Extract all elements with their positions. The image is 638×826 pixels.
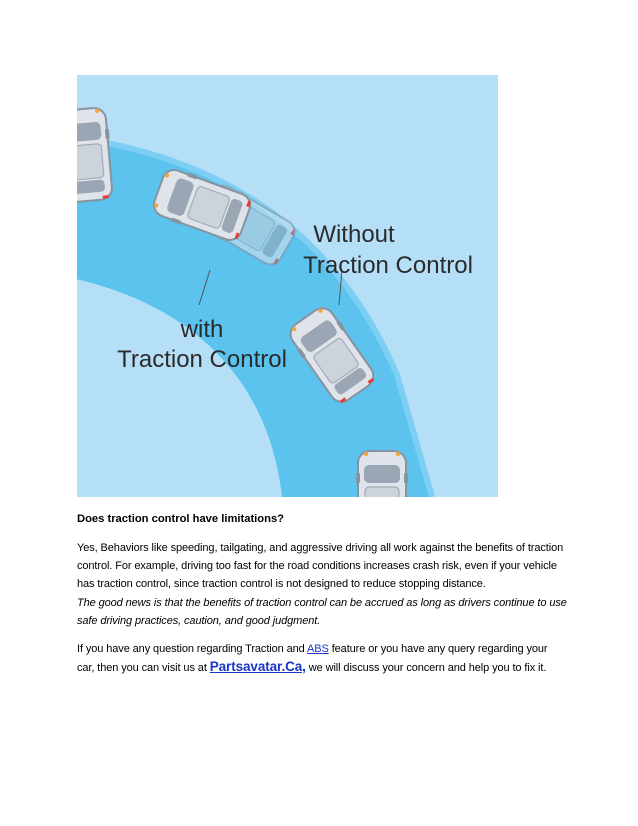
paragraph-limitations: Yes, Behaviors like speeding, tailgating, and aggressive driving all work against the benefits of traction control. For example, driving too fast for the road conditions increases crash risk, even if your vehicle has traction control, since traction control is not designed to reduce stopping distance. bbox=[77, 542, 564, 590]
paragraph-contact bbox=[77, 640, 567, 677]
paragraph-good-news: The good news is that the benefits of traction control can be accrued as long as drivers continue to use safe driving practices, caution, and good judgment. bbox=[77, 597, 567, 627]
label-with-line1: with bbox=[180, 316, 224, 343]
label-without-line2: Traction Control bbox=[303, 252, 473, 279]
partsavatar-link[interactable]: Partsavatar.Ca, bbox=[209, 659, 306, 674]
section-heading: Does traction control have limitations? bbox=[77, 513, 285, 525]
contact-text-middle: feature or you have any query regarding your car, then you can visit us at bbox=[77, 643, 548, 674]
car-top-left bbox=[77, 107, 115, 203]
road-curve bbox=[77, 135, 432, 497]
contact-text-after: we will discuss your concern and help you to fix it. bbox=[305, 662, 547, 674]
label-without-line1: Without bbox=[313, 221, 395, 248]
contact-text-before: If you have any question regarding Traction and bbox=[77, 643, 308, 655]
car-bottom bbox=[356, 451, 408, 497]
traction-control-illustration bbox=[77, 75, 498, 497]
abs-link[interactable]: ABS bbox=[307, 643, 329, 655]
label-with-line2: Traction Control bbox=[117, 346, 287, 373]
